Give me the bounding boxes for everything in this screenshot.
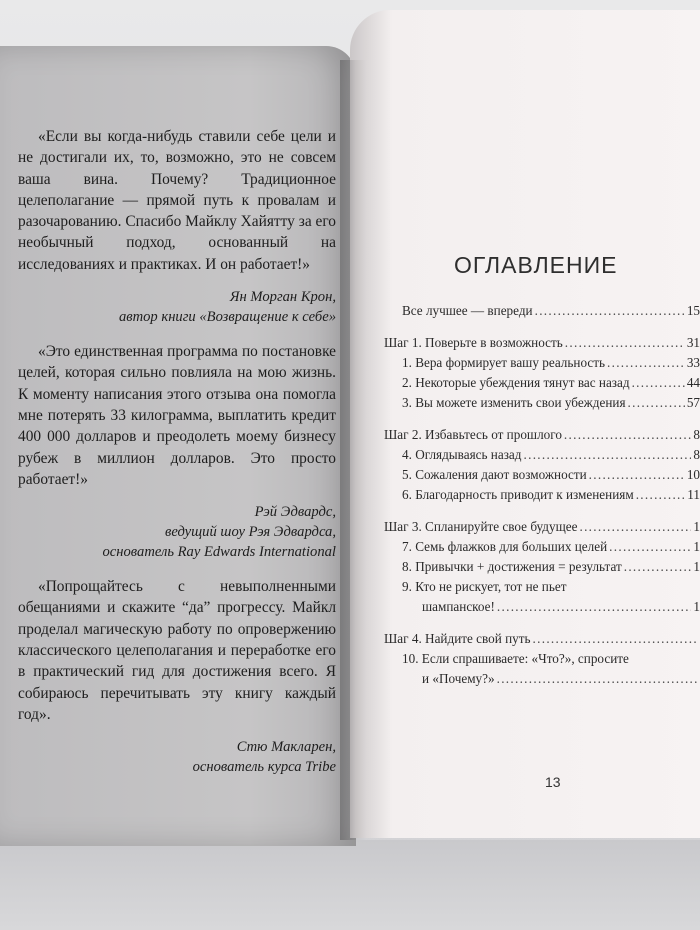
- toc-entry: шампанское! . . . 1: [384, 597, 700, 617]
- testimonial-role: основатель Ray Edwards International: [102, 544, 336, 561]
- toc-entry: 10. Если спрашиваете: «Что?», спросите: [402, 651, 629, 666]
- toc-entry: Все лучшее — впереди . . . 15: [402, 301, 700, 321]
- testimonial-role: основатель курса Tribe: [192, 759, 336, 776]
- testimonial-author: Рэй Эдвардс,: [254, 504, 336, 521]
- toc-entry: Шаг 2. Избавьтесь от прошлого . . . 8: [384, 425, 700, 445]
- testimonial-quote: «Если вы когда-нибудь ставили себе цели и не достигали их, то, возможно, это не совсем ваша вина. Почему? Традиционное целеполагание — прямой путь к провалам и разочарованию. Спасибо Майклу Хайятту за его необычный подход, основанный на исследованиях и практиках. И он работает!»: [18, 128, 336, 273]
- toc-list: [384, 301, 700, 689]
- testimonial-author: Ян Морган Крон,: [229, 289, 336, 306]
- toc-entry: и «Почему?» . . .: [384, 669, 700, 689]
- toc-entry: 3. Вы можете изменить свои убеждения . . . 57: [384, 393, 700, 413]
- toc-entry: 8. Привычки + достижения = результат . . . 1: [384, 557, 700, 577]
- toc-entry: 6. Благодарность приводит к изменениям . . . 11: [384, 485, 700, 505]
- testimonials: [18, 126, 336, 777]
- page-number: 13: [545, 774, 561, 790]
- testimonial-role: автор книги «Возвращение к себе»: [118, 309, 336, 326]
- testimonial-author: Стю Макларен,: [236, 739, 336, 756]
- toc-entry: Шаг 1. Поверьте в возможность . . . 31: [384, 333, 700, 353]
- toc-entry: 4. Оглядываясь назад . . . 8: [384, 445, 700, 465]
- toc-title: ОГЛАВЛЕНИЕ: [454, 252, 618, 278]
- table-surface: [0, 840, 700, 930]
- toc-entry: Шаг 3. Спланируйте свое будущее . . . 1: [384, 517, 700, 537]
- testimonial-quote: «Попрощайтесь с невыполненными обещаниями и скажите “да” прогрессу. Майкл проделал магическую работу по опровержению классического целеполагания и переработке его в практический гид для достижения всего. Я собираюсь перечитывать эту книгу каждый год».: [18, 578, 336, 723]
- testimonial-quote: «Это единственная программа по постановке целей, которая сильно повлияла на мою жизнь. К моменту написания этого отзыва она помогла мне потерять 33 килограмма, выплатить кредит 400 000 долларов и преодолеть моему бизнесу рубеж в миллион долларов. Это просто работает!»: [18, 343, 336, 488]
- toc-entry: 1. Вера формирует вашу реальность . . . 33: [384, 353, 700, 373]
- toc-entry: 2. Некоторые убеждения тянут вас назад . . . 44: [384, 373, 700, 393]
- testimonial-role: ведущий шоу Рэя Эдвардса,: [165, 524, 336, 541]
- toc-entry: 5. Сожаления дают возможности . . . 10: [384, 465, 700, 485]
- table-of-contents: [384, 252, 700, 689]
- toc-entry: 7. Семь флажков для больших целей . . . 1: [384, 537, 700, 557]
- toc-entry: Шаг 4. Найдите свой путь . . .: [384, 629, 700, 649]
- book-gutter: [340, 60, 366, 840]
- toc-entry: 9. Кто не рискует, тот не пьет: [402, 579, 567, 594]
